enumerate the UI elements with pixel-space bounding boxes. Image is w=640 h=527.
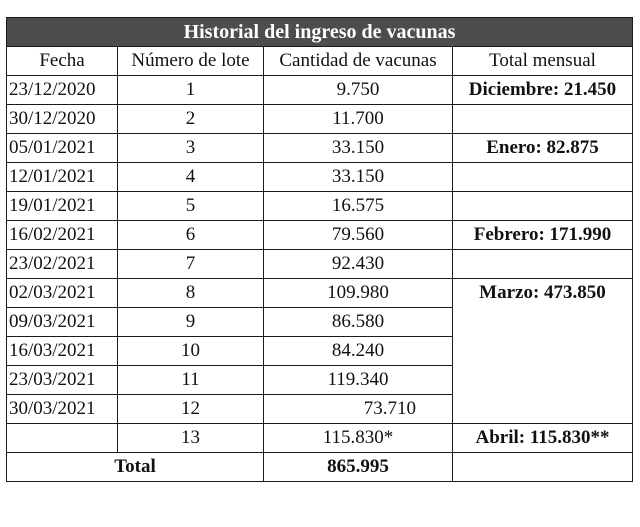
monthly-total-empty xyxy=(453,192,633,221)
header-row xyxy=(7,47,633,76)
cell-cantidad: 73.710 xyxy=(264,395,453,424)
cell-fecha: 19/01/2021 xyxy=(7,192,118,221)
cell-lote: 3 xyxy=(118,134,264,163)
header-fecha: Fecha xyxy=(7,47,118,76)
table-row xyxy=(7,105,633,134)
monthly-total-empty xyxy=(453,105,633,134)
cell-fecha: 23/02/2021 xyxy=(7,250,118,279)
cell-cantidad: 119.340 xyxy=(264,366,453,395)
cell-fecha: 05/01/2021 xyxy=(7,134,118,163)
cell-cantidad: 11.700 xyxy=(264,105,453,134)
table-row xyxy=(7,221,633,250)
table-row xyxy=(7,424,633,453)
monthly-total-enero: Enero: 82.875 xyxy=(453,134,633,163)
cell-fecha xyxy=(7,424,118,453)
table-row xyxy=(7,163,633,192)
cell-lote: 12 xyxy=(118,395,264,424)
cell-cantidad: 33.150 xyxy=(264,134,453,163)
cell-fecha: 16/03/2021 xyxy=(7,337,118,366)
cell-fecha: 23/03/2021 xyxy=(7,366,118,395)
cell-lote: 10 xyxy=(118,337,264,366)
cell-lote: 6 xyxy=(118,221,264,250)
cell-lote: 2 xyxy=(118,105,264,134)
cell-cantidad: 16.575 xyxy=(264,192,453,221)
monthly-total-marzo: Marzo: 473.850 xyxy=(453,279,633,424)
table-row xyxy=(7,76,633,105)
cell-lote: 1 xyxy=(118,76,264,105)
cell-lote: 8 xyxy=(118,279,264,308)
cell-cantidad: 86.580 xyxy=(264,308,453,337)
cell-cantidad: 92.430 xyxy=(264,250,453,279)
table-row xyxy=(7,134,633,163)
table-title: Historial del ingreso de vacunas xyxy=(7,18,633,47)
cell-fecha: 12/01/2021 xyxy=(7,163,118,192)
header-total-mensual: Total mensual xyxy=(453,47,633,76)
cell-fecha: 09/03/2021 xyxy=(7,308,118,337)
total-empty-cell xyxy=(453,453,633,482)
cell-fecha: 02/03/2021 xyxy=(7,279,118,308)
cell-fecha: 30/12/2020 xyxy=(7,105,118,134)
monthly-total-empty xyxy=(453,250,633,279)
cell-fecha: 30/03/2021 xyxy=(7,395,118,424)
cell-cantidad: 9.750 xyxy=(264,76,453,105)
cell-lote: 13 xyxy=(118,424,264,453)
cell-cantidad: 115.830* xyxy=(264,424,453,453)
header-numero-lote: Número de lote xyxy=(118,47,264,76)
vaccine-history-table-wrapper xyxy=(6,17,633,482)
cell-cantidad: 33.150 xyxy=(264,163,453,192)
monthly-total-diciembre: Diciembre: 21.450 xyxy=(453,76,633,105)
cell-cantidad: 79.560 xyxy=(264,221,453,250)
monthly-total-abril: Abril: 115.830** xyxy=(453,424,633,453)
header-cantidad: Cantidad de vacunas xyxy=(264,47,453,76)
cell-lote: 11 xyxy=(118,366,264,395)
total-label: Total xyxy=(7,453,264,482)
cell-fecha: 23/12/2020 xyxy=(7,76,118,105)
monthly-total-febrero: Febrero: 171.990 xyxy=(453,221,633,250)
cell-cantidad: 109.980 xyxy=(264,279,453,308)
cell-cantidad: 84.240 xyxy=(264,337,453,366)
cell-lote: 7 xyxy=(118,250,264,279)
table-row xyxy=(7,192,633,221)
cell-lote: 9 xyxy=(118,308,264,337)
vaccine-history-table xyxy=(6,17,633,482)
total-row xyxy=(7,453,633,482)
monthly-total-empty xyxy=(453,163,633,192)
cell-lote: 5 xyxy=(118,192,264,221)
table-row xyxy=(7,279,633,308)
total-value: 865.995 xyxy=(264,453,453,482)
cell-fecha: 16/02/2021 xyxy=(7,221,118,250)
table-row xyxy=(7,250,633,279)
cell-lote: 4 xyxy=(118,163,264,192)
